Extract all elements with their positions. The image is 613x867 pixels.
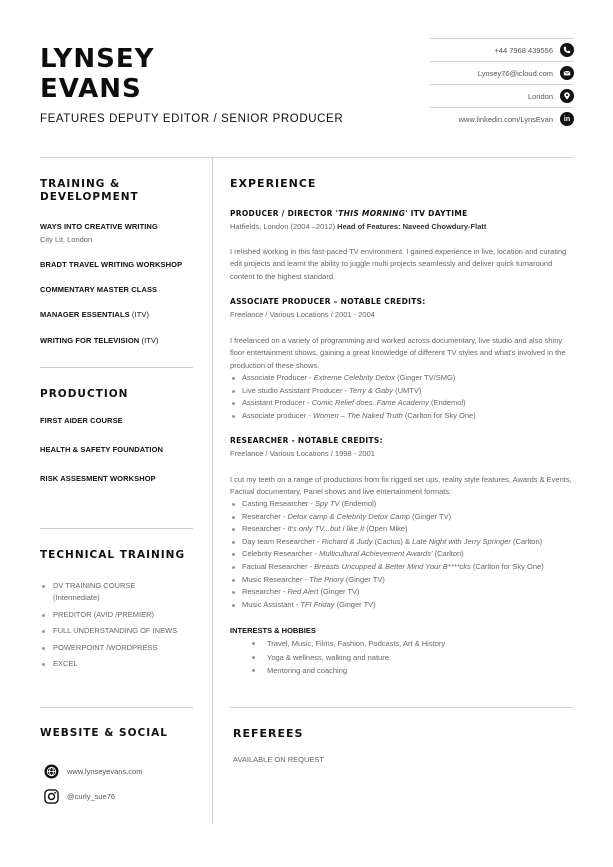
experience-heading: EXPERIENCE xyxy=(230,177,317,190)
linkedin-icon xyxy=(560,112,574,126)
phone-icon xyxy=(560,43,574,57)
training-heading-line1: TRAINING & xyxy=(40,178,121,190)
referees-heading: REFEREES xyxy=(233,727,304,740)
job-meta-location: Hatfields, London (2004 –2012) xyxy=(230,222,338,231)
credit-item: Associate Producer - Extreme Celebrity Detox (Ginger TV/SMG) xyxy=(230,372,575,385)
training-item xyxy=(40,310,149,319)
technical-training-list xyxy=(40,580,200,675)
training-heading xyxy=(40,178,139,204)
section-divider xyxy=(230,707,573,708)
technical-item: DV TRAINING COURSE (Intermediate) xyxy=(40,580,150,604)
instagram-text: @curly_sue76 xyxy=(67,791,116,801)
linkedin-icon-label: in xyxy=(563,115,571,123)
job-meta: Freelance / Various Locations / 2001 - 2004 xyxy=(230,310,375,319)
training-heading-line2: DEVELOPMENT xyxy=(40,191,139,203)
job-role xyxy=(230,209,468,218)
training-item: WAYS INTO CREATIVE WRITING xyxy=(40,222,158,231)
job-title: FEATURES DEPUTY EDITOR / SENIOR PRODUCER xyxy=(40,113,344,125)
contact-location-row xyxy=(430,84,574,107)
job-meta: Freelance / Various Locations / 1998 - 2001 xyxy=(230,449,375,458)
technical-training-heading: TECHNICAL TRAINING xyxy=(40,549,186,561)
training-item: BRADT TRAVEL WRITING WORKSHOP xyxy=(40,260,183,269)
contact-email-row[interactable] xyxy=(430,61,574,84)
job-role-show: THIS MORNING xyxy=(338,209,406,218)
credits-list xyxy=(230,498,575,611)
contact-linkedin-row[interactable] xyxy=(430,107,574,130)
technical-item: POWERPOINT /WORDPRESS xyxy=(40,642,200,654)
credit-item: Music Assistant - TFI Friday (Ginger TV) xyxy=(230,599,575,612)
globe-icon xyxy=(43,763,59,779)
credit-item: Casting Researcher - Spy TV (Endemol) xyxy=(230,498,575,511)
job-description: I relished working in this fast-paced TV environment. I gained experience in live, location and curating edit projects and learnt the ability to juggle multi projects seamlessly and deliver quick turnaround content to the highest standard. xyxy=(230,247,567,281)
column-divider xyxy=(212,157,213,824)
job-role-suffix: ' ITV DAYTIME xyxy=(405,209,468,218)
job-role-prefix: PRODUCER / DIRECTOR ' xyxy=(230,209,339,218)
credit-item: Assistant Producer - Comic Relief does..Fame Academy (Endemol) xyxy=(230,397,575,410)
credit-item: Researcher - Detox camp & Celebrity Detox Camp (Ginger TV) xyxy=(230,511,575,524)
website-link[interactable] xyxy=(43,763,142,779)
training-item: COMMENTARY MASTER CLASS xyxy=(40,285,158,294)
production-heading: PRODUCTION xyxy=(40,388,129,400)
credit-item: Researcher - It's only TV...but I like It (Open Mike) xyxy=(230,523,575,536)
credit-item: Day team Researcher - Richard & Judy (Cactus) & Late Night with Jerry Springer (Carlton) xyxy=(230,536,575,549)
technical-item: FULL UNDERSTANDING OF INEWS xyxy=(40,625,200,637)
credit-item: Music Researcher - The Priory (Ginger TV) xyxy=(230,574,575,587)
credit-item: Researcher - Red Alert (Ginger TV) xyxy=(230,586,575,599)
header-divider xyxy=(40,157,573,158)
linkedin-text: www.linkedin.com/LynsEvan xyxy=(458,114,553,124)
technical-item: PREDITOR (AVID /PREMIER) xyxy=(40,609,200,621)
email-icon xyxy=(560,66,574,80)
candidate-name xyxy=(40,44,154,104)
interests-heading: INTERESTS & HOBBIES xyxy=(230,626,316,635)
section-divider xyxy=(40,528,193,529)
job-description: I cut my teeth on a range of productions from fix rigged set ups, reality style features, Awards & Events, Factual documentary, Panel shows and live entertainment formats: xyxy=(230,475,572,497)
interest-item: Travel, Music, Films, Fashion, Podcasts, Art & History xyxy=(252,637,445,651)
contact-block xyxy=(430,38,574,130)
credits-list xyxy=(230,372,575,422)
training-item xyxy=(40,336,159,345)
job-description: I freelanced on a variety of programming and worked across documentary, live studio and also shiny floor entertainment shows, gaining a great knowledge of different TV styles and what's involved in the production of these shows. xyxy=(230,336,566,370)
credit-item: Celebrity Researcher - Multicultural Achievement Awards' (Carlton) xyxy=(230,548,575,561)
training-item-location: City Lit, London xyxy=(40,235,93,244)
credit-item: Factual Researcher - Breasts Uncupped & Better Mind Your B****cks (Carlton for Sky One) xyxy=(230,561,575,574)
training-item-provider: (ITV) xyxy=(129,310,150,319)
production-item: HEALTH & SAFETY FOUNDATION xyxy=(40,445,164,454)
section-divider xyxy=(40,367,193,368)
location-text: London xyxy=(527,91,553,101)
email-text: Lynsey76@icloud.com xyxy=(477,68,553,78)
interests-list xyxy=(252,637,445,678)
instagram-icon xyxy=(43,788,59,804)
job-role: ASSOCIATE PRODUCER – NOTABLE CREDITS: xyxy=(230,297,426,306)
job-meta xyxy=(230,222,486,231)
technical-item: EXCEL xyxy=(40,658,200,670)
location-pin-icon xyxy=(560,89,574,103)
production-item: FIRST AIDER COURSE xyxy=(40,416,123,425)
website-social-heading: WEBSITE & SOCIAL xyxy=(40,727,168,739)
contact-phone-row[interactable] xyxy=(430,38,574,61)
credit-item: Live studio Assistant Producer - Terry & Gaby (UMTV) xyxy=(230,385,575,398)
job-role: RESEARCHER - NOTABLE CREDITS: xyxy=(230,436,383,445)
training-item-title: WRITING FOR TELEVISION xyxy=(40,336,140,345)
production-item: RISK ASSESMENT WORKSHOP xyxy=(40,474,156,483)
training-item-title: MANAGER ESSENTIALS xyxy=(40,310,130,319)
section-divider xyxy=(40,707,193,708)
first-name: LYNSEY xyxy=(40,44,155,74)
training-item-provider: (ITV) xyxy=(139,336,159,345)
interest-item: Mentoring and coaching xyxy=(252,664,445,678)
instagram-link[interactable] xyxy=(43,788,115,804)
credit-item: Associate producer - Women – The Naked Truth (Carlton for Sky One) xyxy=(230,410,575,423)
website-text: www.lynseyevans.com xyxy=(67,766,143,776)
referees-text: AVAILABLE ON REQUEST xyxy=(233,755,324,764)
last-name: EVANS xyxy=(40,74,142,104)
interest-item: Yoga & wellness, walking and nature xyxy=(252,651,445,665)
phone-text: +44 7968 439556 xyxy=(494,45,553,55)
job-meta-head: Head of Features: Naveed Chowdury-Flatt xyxy=(337,222,487,231)
